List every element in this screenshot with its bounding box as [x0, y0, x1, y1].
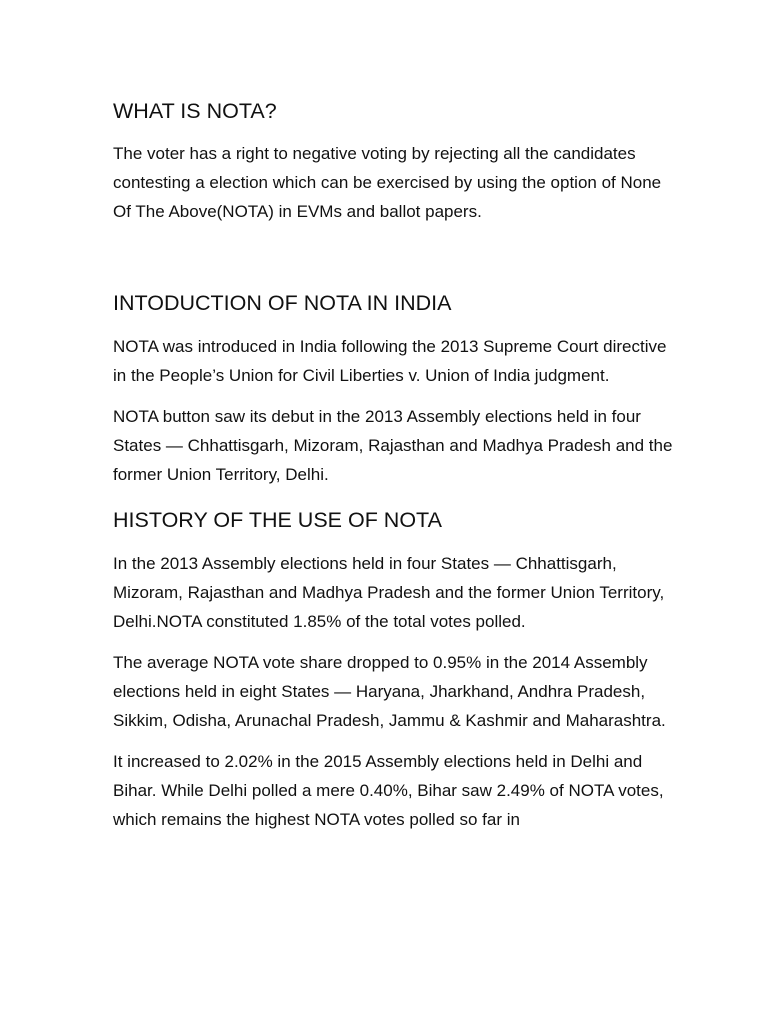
paragraph-debut: NOTA button saw its debut in the 2013 Assembly elections held in four States — Chhattisgarh, Mizoram, Rajasthan and Madhya Pradesh and the former Union Territory, Delhi.: [113, 407, 673, 484]
section-heading-what-is-nota: WHAT IS NOTA?: [113, 99, 277, 123]
section-heading-history: HISTORY OF THE USE OF NOTA: [113, 508, 442, 532]
paragraph-history-2014: The average NOTA vote share dropped to 0.95% in the 2014 Assembly elections held in eight States — Haryana, Jharkhand, Andhra Pradesh, Sikkim, Odisha, Arunachal Pradesh, Jammu & Kashmir and Maharashtra.: [113, 653, 666, 730]
document-body: [113, 96, 673, 834]
paragraph-history-2013: In the 2013 Assembly elections held in four States — Chhattisgarh, Mizoram, Rajasthan and Madhya Pradesh and the former Union Territory, Delhi.NOTA constituted 1.85% of the total votes polled.: [113, 554, 665, 631]
paragraph-nota-definition: The voter has a right to negative voting by rejecting all the candidates contesting a election which can be exercised by using the option of None Of The Above(NOTA) in EVMs and ballot papers.: [113, 144, 662, 221]
section-heading-introduction: INTODUCTION OF NOTA IN INDIA: [113, 291, 452, 315]
paragraph-history-2015: It increased to 2.02% in the 2015 Assembly elections held in Delhi and Bihar. While Delhi polled a mere 0.40%, Bihar saw 2.49% of NOTA votes, which remains the highest NOTA votes polled so far in: [113, 752, 664, 829]
paragraph-introduction: NOTA was introduced in India following the 2013 Supreme Court directive in the People’s Union for Civil Liberties v. Union of India judgment.: [113, 337, 667, 385]
